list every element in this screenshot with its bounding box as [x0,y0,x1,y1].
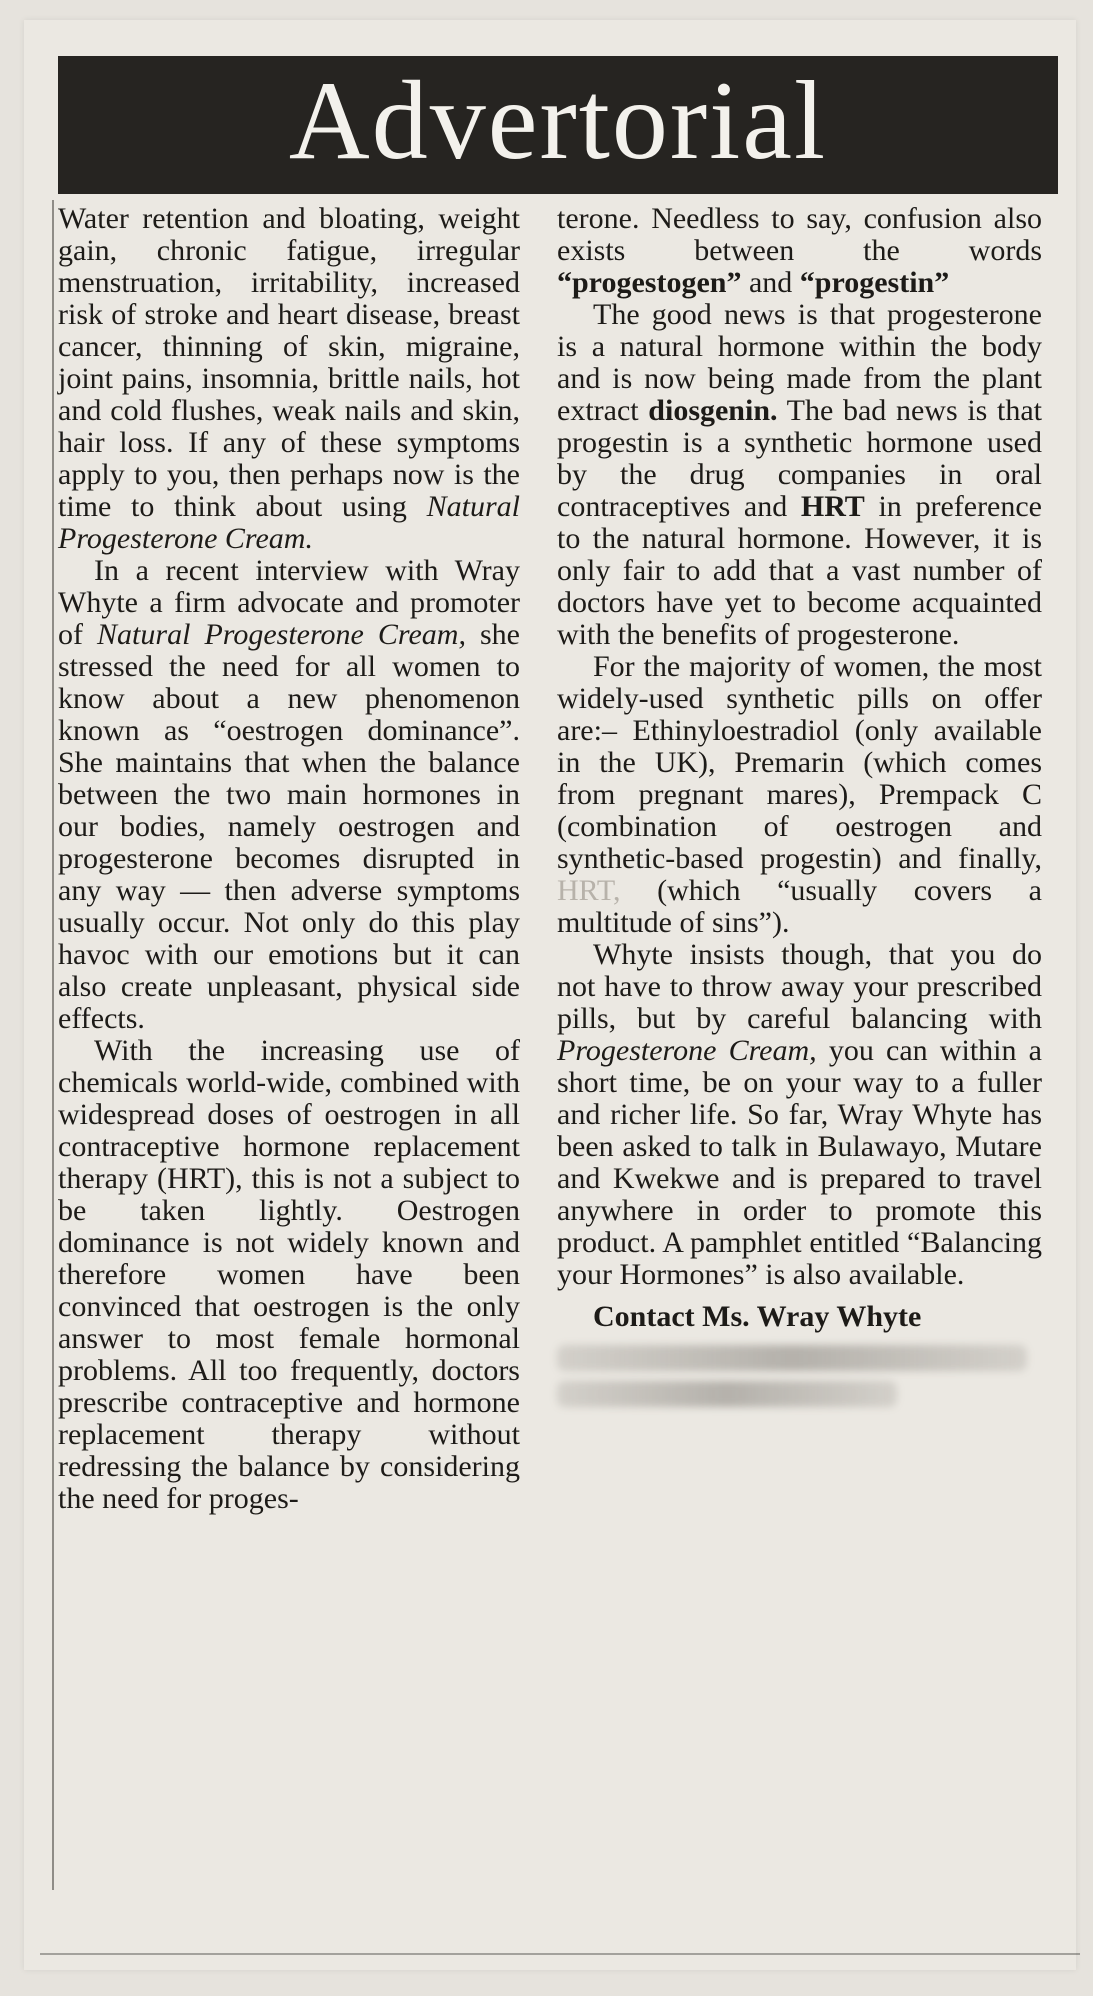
paragraph-text: Water retention and bloating, weight gain, chronic fatigue, irregular menstruation, irritability, increased risk of stroke and heart disease, breast cancer, thinning of skin, migraine, joint pains, insomnia, brittle nails, hot and cold flushes, weak nails and skin, hair loss. If any of these symptoms apply to you, then perhaps now is the time to think about using [58,202,520,523]
product-name-italic: Natural Progesterone Cream. [58,490,520,555]
paragraph-text: In a recent interview with Wray Whyte a firm advocate and promoter of [58,554,520,651]
paragraph-text: For the majority of women, the most widely-used synthetic pills on offer are:– Ethinyloestradiol (only available in the UK), Premarin (which comes from pregnant mares), Prempack C (combination of oestrogen and synthetic-based progestin) and finally, [557,650,1042,875]
product-name-italic: Natural Progesterone Cream, [97,618,466,651]
paragraph-symptoms [58,203,520,555]
redacted-line [557,1345,1027,1371]
term-bold: “progestogen” [557,266,742,299]
paragraph-whyte-insists [557,939,1042,1291]
advertorial-banner [58,56,1058,194]
product-name-italic: Progesterone Cream, [557,1034,817,1067]
paragraph-text: With the increasing use of chemicals world-wide, combined with widespread doses of oestrogen in all contraceptive hormone replacement therapy (HRT), this is not a subject to be taken lightly. Oestrogen dominance is not widely known and therefore women have been convinced that oestrogen is the only answer to most female hormonal problems. All too frequently, doctors prescribe contraceptive and hormone replacement therapy without redressing the balance by considering the need for proges- [58,1034,520,1515]
banner-title: Advertorial [288,59,828,183]
paragraph-pills [557,651,1042,939]
article-column-right [557,203,1042,1407]
paragraph-text: Whyte insists though, that you do not have to throw away your prescribed pills, but by careful balancing with [557,938,1042,1035]
contact-line: Contact Ms. Wray Whyte [593,1300,922,1333]
term-bold: diosgenin. [648,394,778,427]
paragraph-confusion [557,203,1042,299]
paragraph-text: terone. Needless to say, confusion also exists between the words [557,202,1042,267]
term-bold: HRT [800,490,865,523]
paragraph-chemicals [58,1035,520,1515]
paragraph-interview [58,555,520,1035]
term-bold: “progestin” [799,266,950,299]
column-rule-left [52,200,54,1890]
paragraph-text: you can within a short time, be on your way to a fuller and richer life. So far, Wray Whyte has been asked to talk in Bulawayo, Mutare and Kwekwe and is prepared to travel anywhere in order to promote this product. A pamphlet entitled “Balancing your Hormones” is also available. [557,1034,1042,1291]
redacted-line [557,1381,897,1407]
paragraph-text: The bad news is that progestin is a synthetic hormone used by the drug companies in oral contraceptives and [557,394,1042,523]
faded-term: HRT, [557,874,621,907]
paragraph-text: in preference to the natural hormone. However, it is only fair to add that a vast number of doctors have yet to become acquainted with the benefits of progesterone. [557,490,1042,651]
paragraph-text: she stressed the need for all women to know about a new phenomenon known as “oestrogen dominance”. She maintains that when the balance between the two main hormones in our bodies, namely oestrogen and progesterone becomes disrupted in any way — then adverse symptoms usually occur. Not only do this play havoc with our emotions but it can also create unpleasant, physical side effects. [58,618,520,1035]
paragraph-text: (which “usually covers a multitude of sins”). [557,874,1042,939]
bottom-rule [40,1953,1080,1955]
paragraph-text: The good news is that progesterone is a natural hormone within the body and is now being made from the plant extract [557,298,1042,427]
article-column-left [58,203,520,1515]
paragraph-good-news [557,299,1042,651]
paragraph-text: and [741,266,800,299]
